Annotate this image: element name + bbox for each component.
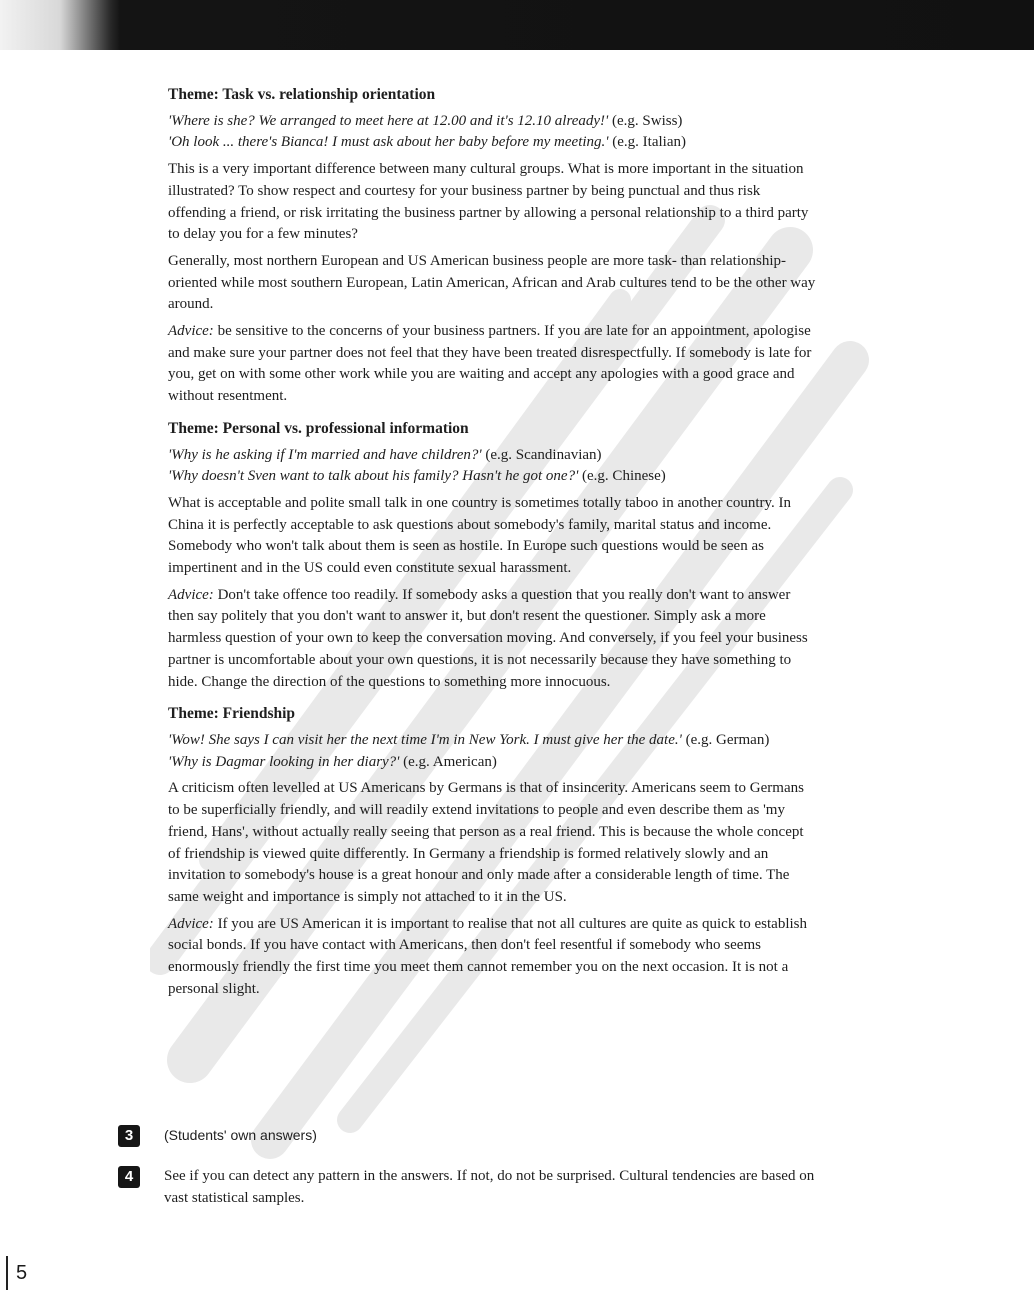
example-quotes <box>168 445 816 488</box>
example-quote <box>168 111 816 133</box>
advice-label: Advice: <box>168 323 214 340</box>
main-content <box>166 84 816 1010</box>
example-quote <box>168 466 816 488</box>
body-paragraph: Generally, most northern European and US American business people are more task- than relationship-oriented while most southern European, Latin American, African and Arab cultures tend to be the other way around. <box>168 252 816 313</box>
answer-list <box>118 1124 818 1227</box>
theme-friendship <box>166 703 816 1000</box>
theme-heading: Theme: Personal vs. professional information <box>168 419 469 437</box>
theme-personal-professional <box>166 418 816 693</box>
quote-text: 'Why doesn't Sven want to talk about his family? Hasn't he got one?' <box>168 468 579 485</box>
advice-label: Advice: <box>168 586 214 603</box>
quote-text: 'Wow! She says I can visit her the next time I'm in New York. I must give her the date.' <box>168 731 682 748</box>
quote-origin: (e.g. Chinese) <box>582 468 666 485</box>
example-quotes <box>168 111 816 154</box>
page-number: 5 <box>6 1256 27 1290</box>
page-header-bar <box>0 0 1034 50</box>
example-quote <box>168 730 816 752</box>
theme-heading: Theme: Task vs. relationship orientation <box>168 86 436 103</box>
advice-text: If you are US American it is important to realise that not all cultures are quite as quick to establish social bonds. If you have contact with Americans, then don't feel resentful if somebody who seems enormously friendly the first time you meet them cannot remember you on the next occasion. It is not a personal slight. <box>168 915 807 997</box>
quote-origin: (e.g. American) <box>403 753 497 770</box>
theme-task-relationship <box>166 84 816 408</box>
advice-label: Advice: <box>168 915 214 932</box>
exercise-number-badge: 3 <box>118 1125 140 1147</box>
answer-text: (Students' own answers) <box>164 1127 317 1143</box>
quote-origin: (e.g. Swiss) <box>612 112 683 129</box>
example-quote <box>168 445 816 467</box>
quote-text: 'Why is Dagmar looking in her diary?' <box>168 753 400 770</box>
advice-paragraph <box>168 585 816 694</box>
example-quote <box>168 752 816 774</box>
advice-paragraph <box>168 914 816 1001</box>
answer-item-4 <box>118 1165 818 1209</box>
quote-text: 'Why is he asking if I'm married and have children?' <box>168 446 482 463</box>
quote-origin: (e.g. Scandinavian) <box>485 446 602 463</box>
example-quote <box>168 132 816 154</box>
example-quotes <box>168 730 816 773</box>
advice-text: be sensitive to the concerns of your business partners. If you are late for an appointment, apologise and make sure your partner does not feel that they have been treated disrespectfully. If somebody is late for you, get on with some other work while you are waiting and accept any apologies with a good grace and without resentment. <box>168 323 812 405</box>
body-paragraph: A criticism often levelled at US Americans by Germans is that of insincerity. Americans seem to Germans to be superficially friendly, and will readily extend invitations to people and even describe them as 'my friend, Hans', without actually really seeing that person as a real friend. This is because the whole concept of friendship is viewed quite differently. In Germany a friendship is formed relatively slowly and an invitation to somebody's house is a great honour and only made after a considerable length of time. The same weight and importance is simply not attached to it in the US. <box>168 780 804 905</box>
body-paragraph: This is a very important difference between many cultural groups. What is more important in the situation illustrated? To show respect and courtesy for your business partner by being punctual and thus risk offending a friend, or risk irritating the business partner by allowing a personal relationship to a third party to delay you for a few minutes? <box>168 161 809 243</box>
quote-text: 'Where is she? We arranged to meet here at 12.00 and it's 12.10 already!' <box>168 112 609 129</box>
answer-item-3 <box>118 1124 818 1147</box>
quote-text: 'Oh look ... there's Bianca! I must ask about her baby before my meeting.' <box>168 134 609 151</box>
advice-paragraph <box>168 321 816 408</box>
quote-origin: (e.g. German) <box>685 731 770 748</box>
quote-origin: (e.g. Italian) <box>612 134 686 151</box>
exercise-number-badge: 4 <box>118 1166 140 1188</box>
advice-text: Don't take offence too readily. If somebody asks a question that you really don't want to answer then say politely that you don't want to answer it, but don't resent the questioner. Simply ask a more harmless question of your own to keep the conversation moving. And conversely, if you feel your business partner is uncomfortable about your own questions, it is not necessarily because they have something to hide. Change the direction of the questions to something more innocuous. <box>168 586 808 690</box>
body-paragraph: What is acceptable and polite small talk in one country is sometimes totally taboo in another country. In China it is perfectly acceptable to ask questions about somebody's family, marital status and income. Somebody who won't talk about them is seen as hostile. In Europe such questions would be seen as impertinent and in the US could even constitute sexual harassment. <box>168 494 792 577</box>
answer-text: See if you can detect any pattern in the answers. If not, do not be surprised. Cultural tendencies are based on vast statistical samples. <box>164 1168 815 1206</box>
theme-heading: Theme: Friendship <box>168 705 296 723</box>
